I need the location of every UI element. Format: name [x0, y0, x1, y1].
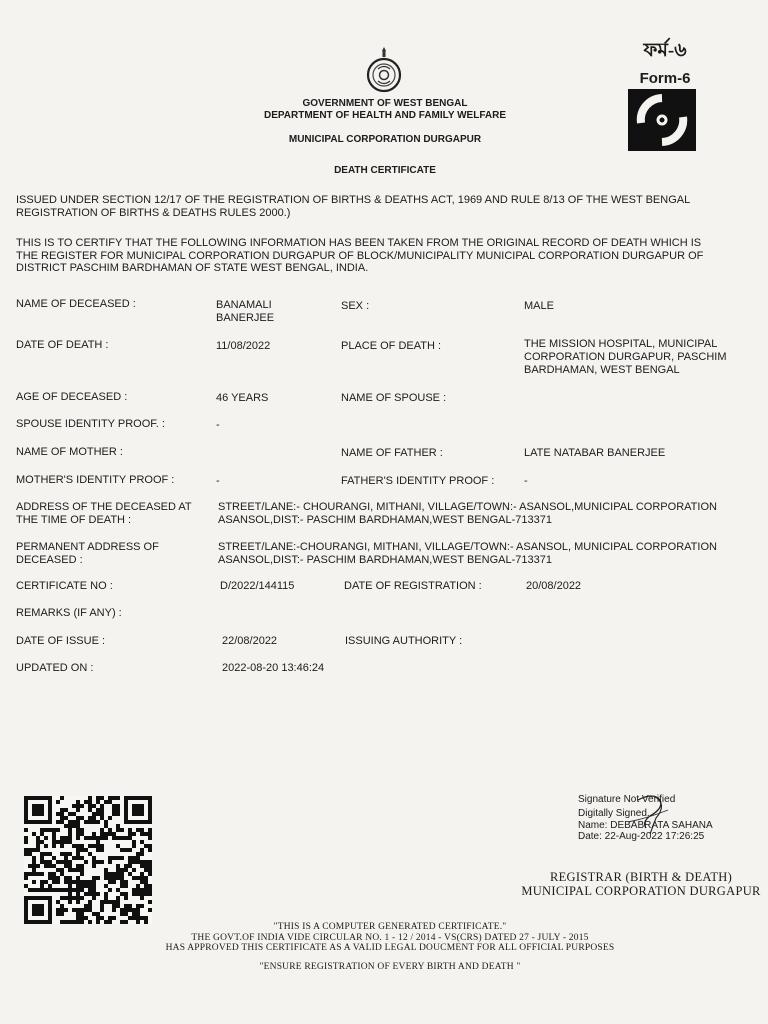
- issued-under-paragraph: ISSUED UNDER SECTION 12/17 OF THE REGISTRATION OF BIRTHS & DEATHS ACT, 1969 AND RULE 8/13 OF THE WEST BENGAL REGISTRATION OF BIRTHS & DEATHS RULES 2000.): [16, 194, 691, 219]
- value-sex: MALE: [524, 300, 554, 312]
- value-address-at-death: STREET/LANE:- CHOURANGI, MITHANI, VILLAGE/TOWN:- ASANSOL,MUNICIPAL CORPORATION ASANSOL,DIST:- PASCHIM BARDHAMAN,WEST BENGAL-713371: [218, 501, 717, 526]
- qr-code-icon[interactable]: [24, 796, 152, 924]
- footer-ensure-registration: "ENSURE REGISTRATION OF EVERY BIRTH AND DEATH ": [259, 962, 521, 972]
- label-age-of-deceased: AGE OF DECEASED :: [16, 391, 128, 403]
- label-date-of-death: DATE OF DEATH :: [16, 339, 109, 351]
- value-permanent-address: STREET/LANE:-CHOURANGI, MITHANI, VILLAGE/TOWN:- ASANSOL, MUNICIPAL CORPORATION ASANSOL,DIST:- PASCHIM BARDHAMAN,WEST BENGAL-713371: [218, 541, 717, 566]
- label-remarks: REMARKS (IF ANY) :: [16, 607, 122, 619]
- document-title: DEATH CERTIFICATE: [334, 165, 436, 176]
- label-spouse-identity-proof: SPOUSE IDENTITY PROOF. :: [16, 418, 165, 430]
- value-age-of-deceased: 46 YEARS: [216, 392, 269, 404]
- value-date-of-issue: 22/08/2022: [222, 635, 278, 647]
- label-certificate-no: CERTIFICATE NO :: [16, 580, 113, 592]
- label-date-of-issue: DATE OF ISSUE :: [16, 635, 106, 647]
- value-place-of-death: THE MISSION HOSPITAL, MUNICIPAL CORPORATION DURGAPUR, PASCHIM BARDHAMAN, WEST BENGAL: [524, 338, 727, 376]
- label-issuing-authority: ISSUING AUTHORITY :: [345, 635, 463, 647]
- label-permanent-address: PERMANENT ADDRESS OF DECEASED :: [16, 541, 159, 566]
- header-government: GOVERNMENT OF WEST BENGAL: [302, 98, 468, 109]
- label-place-of-death: PLACE OF DEATH :: [341, 340, 442, 352]
- signature-status: Signature Not Verified: [578, 794, 676, 805]
- label-name-of-spouse: NAME OF SPOUSE :: [341, 392, 447, 404]
- value-date-of-death: 11/08/2022: [216, 340, 271, 352]
- value-spouse-identity-proof: -: [216, 419, 220, 431]
- value-certificate-no: D/2022/144115: [220, 580, 295, 592]
- header-corporation: MUNICIPAL CORPORATION DURGAPUR: [288, 134, 482, 145]
- form-label: Form-6: [639, 70, 691, 87]
- value-name-of-deceased: BANAMALI BANERJEE: [216, 299, 275, 324]
- government-seal-icon: [364, 45, 404, 95]
- label-date-of-registration: DATE OF REGISTRATION :: [344, 580, 482, 592]
- value-mothers-identity-proof: -: [216, 475, 220, 487]
- label-name-of-deceased: NAME OF DECEASED :: [16, 298, 136, 310]
- value-date-of-registration: 20/08/2022: [526, 580, 582, 592]
- registrar-stamp: REGISTRAR (BIRTH & DEATH) MUNICIPAL CORPORATION DURGAPUR: [521, 870, 761, 898]
- value-name-of-father: LATE NATABAR BANERJEE: [524, 447, 666, 459]
- certify-paragraph: THIS IS TO CERTIFY THAT THE FOLLOWING INFORMATION HAS BEEN TAKEN FROM THE ORIGINAL RECORD OF DEATH WHICH IS THE REGISTER FOR MUNICIPAL CORPORATION DURGAPUR OF BLOCK/MUNICIPALITY MUNICIPAL CORPORATION DURGAPUR OF DISTRICT PASCHIM BARDHAMAN OF STATE WEST BENGAL, INDIA.: [16, 237, 704, 274]
- label-mothers-identity-proof: MOTHER'S IDENTITY PROOF :: [16, 474, 175, 486]
- signature-details: Digitally Signed. Name: DEBABRATA SAHANA Date: 22-Aug-2022 17:26:25: [578, 808, 713, 842]
- value-fathers-identity-proof: -: [524, 475, 528, 487]
- label-sex: SEX :: [341, 300, 370, 312]
- footer-computer-generated: "THIS IS A COMPUTER GENERATED CERTIFICATE." THE GOVT.OF INDIA VIDE CIRCULAR NO. 1 - 12 / 2014 - VS(CRS) DATED 27 - JULY - 2015 HAS APPROVED THIS CERTIFICATE AS A VALID LEGAL DOUCMENT FOR ALL OFFICIAL PURPOSES: [165, 922, 615, 953]
- label-name-of-father: NAME OF FATHER :: [341, 447, 443, 459]
- form-label-bengali: ফর্ম-৬: [643, 40, 687, 61]
- label-updated-on: UPDATED ON :: [16, 662, 94, 674]
- label-fathers-identity-proof: FATHER'S IDENTITY PROOF :: [341, 475, 495, 487]
- header-department: DEPARTMENT OF HEALTH AND FAMILY WELFARE: [263, 110, 507, 121]
- signature-check-icon: [598, 790, 698, 845]
- label-address-at-death: ADDRESS OF THE DECEASED AT THE TIME OF DEATH :: [16, 501, 192, 526]
- label-name-of-mother: NAME OF MOTHER :: [16, 446, 123, 458]
- value-updated-on: 2022-08-20 13:46:24: [222, 662, 325, 674]
